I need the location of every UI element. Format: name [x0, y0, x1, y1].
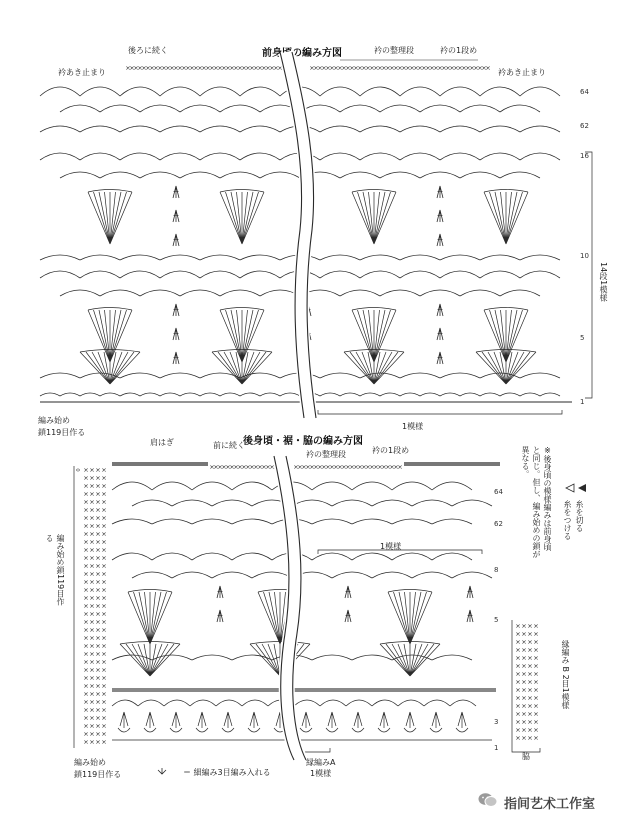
legend-cluster-label: ＝ 細編み3目編み入れる [183, 768, 271, 777]
edge-a-label-1: 縁編みA [306, 758, 336, 767]
front-title: 前身頃の編み方図 [262, 48, 342, 59]
front-row-16: 16 [580, 152, 589, 160]
back-left-edging [74, 466, 106, 748]
back-continue-front-label: 前に続く [213, 441, 245, 450]
back-row-5: 5 [494, 616, 499, 624]
front-row-5: 5 [580, 334, 585, 342]
legend-symbols [158, 484, 586, 774]
cut-thread-icon [578, 484, 586, 492]
side-rows-label: 縁編み B 2目1模様 [561, 640, 570, 709]
shoulder-seam-right [404, 462, 500, 466]
edge-a-label-2: 1模様 [310, 769, 332, 778]
back-row-62: 62 [494, 520, 503, 528]
back-right-side [512, 620, 540, 752]
back-stitch-grid [112, 462, 500, 752]
back-row-8: 8 [494, 566, 499, 574]
back-row-3: 3 [494, 718, 499, 726]
front-start-label-2: 鎖119目作る [38, 428, 86, 437]
shoulder-seam-left [112, 462, 208, 466]
sc3-symbol-icon [158, 768, 166, 774]
back-title: 後身頃・裾・脇の編み方図 [243, 436, 363, 447]
front-collar-row1-label: 衿の1段め [440, 46, 478, 55]
back-pattern-repeat-label: 1模様 [380, 542, 402, 551]
front-collar-stop-left-label: 衿あき止まり [58, 68, 106, 77]
back-collar-row1-label: 衿の1段め [372, 446, 410, 455]
hem-band-top [112, 688, 496, 692]
side-label: 脇 [522, 752, 530, 761]
back-shoulder-label: 肩はぎ [150, 438, 174, 447]
front-rows-repeat-label: 14段1模様 [599, 262, 608, 302]
front-row-1: 1 [580, 398, 585, 406]
back-start-label-2: 鎖119目作る [74, 770, 122, 779]
front-row-10: 10 [580, 252, 589, 260]
front-row-64: 64 [580, 88, 589, 96]
attach-thread-icon [566, 484, 574, 492]
back-start-label-1: 編み始め [74, 758, 106, 767]
watermark-text: 指间艺术工作室 [504, 796, 596, 812]
back-note: ※後身頃の模様編みは前身頃と同じ。但し、編み始めの鎖が異なる。 [521, 446, 552, 558]
back-start-side-label: 編み始め鎖119目作る [45, 534, 65, 606]
legend-cut-label: 糸を切る [575, 500, 584, 532]
front-continue-back-label: 後ろに続く [128, 46, 168, 55]
back-row-64: 64 [494, 488, 503, 496]
front-pattern-repeat-label: 1模様 [402, 422, 424, 431]
front-row-62: 62 [580, 122, 589, 130]
front-stitch-grid [40, 60, 592, 414]
front-start-label-1: 編み始め [38, 416, 70, 425]
legend-attach-label: 糸をつける [563, 500, 572, 540]
back-collar-adjust-label: 衿の整理段 [306, 450, 346, 459]
back-row-1: 1 [494, 744, 499, 752]
front-collar-stop-right-label: 衿あき止まり [498, 68, 546, 77]
front-collar-adjust-label: 衿の整理段 [374, 46, 414, 55]
